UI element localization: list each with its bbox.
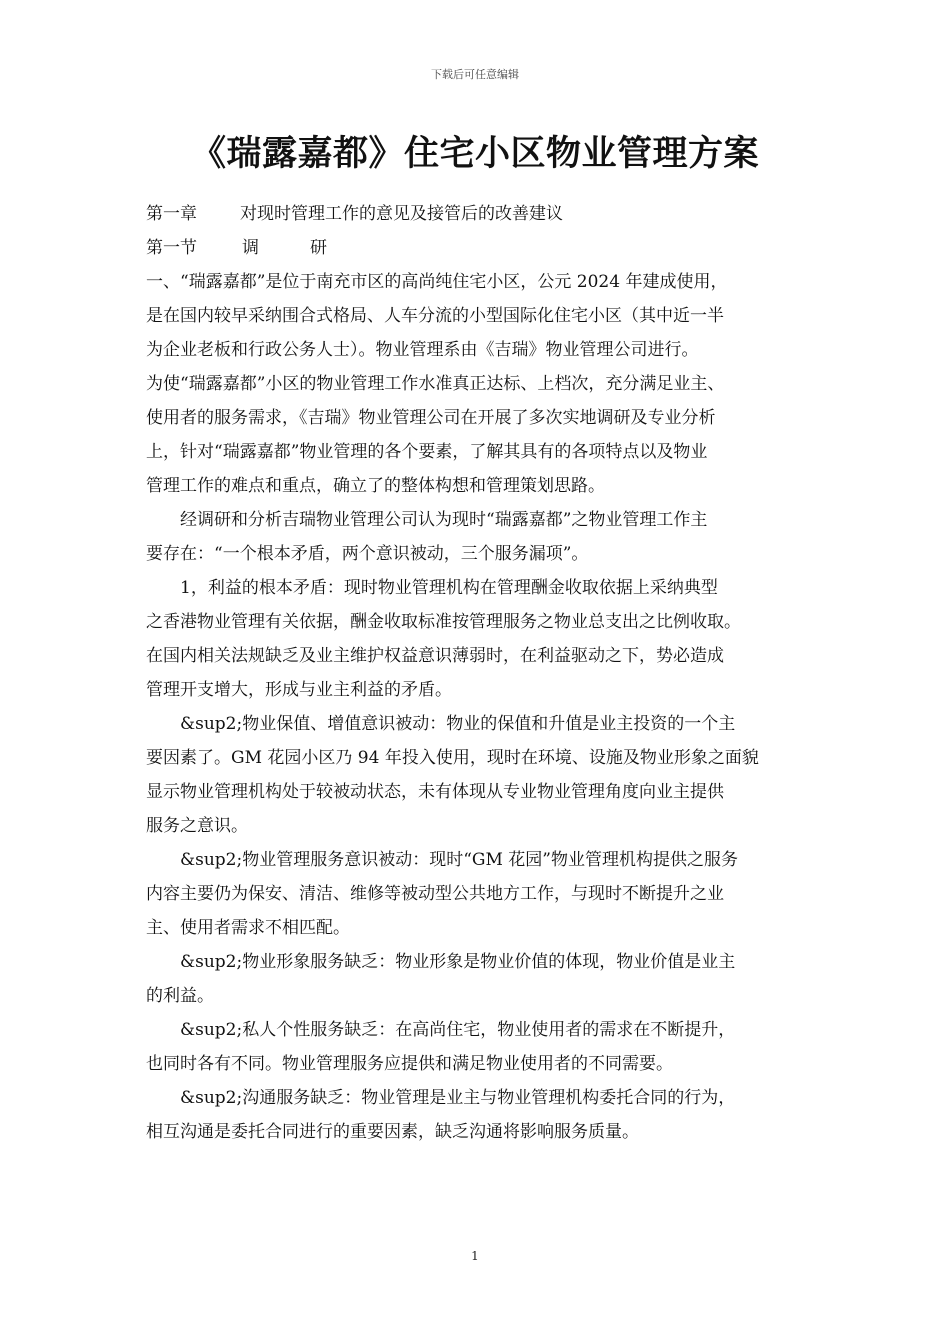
- paragraph-line: 经调研和分析吉瑞物业管理公司认为现时“瑞露嘉都”之物业管理工作主: [146, 510, 708, 530]
- paragraph: [146, 503, 826, 571]
- paragraph-line: &sup2;物业管理服务意识被动：现时“GM 花园”物业管理机构提供之服务: [146, 850, 739, 870]
- chapter-label: 第一章: [146, 204, 197, 224]
- paragraph-line: 使用者的服务需求，《吉瑞》物业管理公司在开展了多次实地调研及专业分析: [146, 408, 716, 428]
- paragraph: [146, 945, 826, 1013]
- paragraph-line: 在国内相关法规缺乏及业主维护权益意识薄弱时，在利益驱动之下，势必造成: [146, 646, 724, 666]
- paragraph-line: 管理工作的难点和重点，确立了的整体构想和管理策划思路。: [146, 476, 605, 496]
- paragraph-line: 显示物业管理机构处于较被动状态，未有体现从专业物业管理角度向业主提供: [146, 782, 724, 802]
- paragraph-line: 之香港物业管理有关依据，酬金收取标准按管理服务之物业总支出之比例收取。: [146, 612, 741, 632]
- section-heading: [146, 231, 826, 265]
- paragraph-line: 为企业老板和行政公务人士）。物业管理系由《吉瑞》物业管理公司进行。: [146, 340, 699, 360]
- paragraph-line: 内容主要仍为保安、清洁、维修等被动型公共地方工作，与现时不断提升之业: [146, 884, 724, 904]
- paragraph-line: 管理开支增大，形成与业主利益的矛盾。: [146, 680, 452, 700]
- paragraph-line: 1，利益的根本矛盾：现时物业管理机构在管理酬金收取依据上采纳典型: [146, 578, 718, 598]
- paragraph-line: 是在国内较早采纳围合式格局、人车分流的小型国际化住宅小区（其中近一半: [146, 306, 724, 326]
- paragraph-line: 的利益。: [146, 986, 214, 1006]
- header-note: 下载后可任意编辑: [431, 68, 519, 81]
- paragraph-line: 为使“瑞露嘉都”小区的物业管理工作水准真正达标、上档次，充分满足业主、: [146, 374, 725, 394]
- paragraph-line: &sup2;物业形象服务缺乏：物业形象是物业价值的体现，物业价值是业主: [146, 952, 736, 972]
- document-title: 《瑞露嘉都》住宅小区物业管理方案: [190, 134, 759, 174]
- document-body: [146, 197, 826, 1149]
- section-title-char: 研: [310, 238, 327, 258]
- section-label: 第一节: [146, 238, 197, 258]
- section-title-char: 调: [242, 238, 259, 258]
- paragraph: [146, 367, 826, 503]
- paragraph: [146, 571, 826, 707]
- paragraph-line: &sup2;物业保值、增值意识被动：物业的保值和升值是业主投资的一个主: [146, 714, 736, 734]
- paragraph: [146, 1013, 826, 1081]
- page-number: 1: [471, 1249, 479, 1263]
- paragraph-line: 一、“瑞露嘉都”是位于南充市区的高尚纯住宅小区，公元 2024 年建成使用，: [146, 272, 728, 292]
- paragraph: [146, 1081, 826, 1149]
- paragraph-line: 上，针对“瑞露嘉都”物业管理的各个要素，了解其具有的各项特点以及物业: [146, 442, 708, 462]
- paragraph-line: 相互沟通是委托合同进行的重要因素，缺乏沟通将影响服务质量。: [146, 1122, 639, 1142]
- chapter-heading: [146, 197, 826, 231]
- chapter-title: 对现时管理工作的意见及接管后的改善建议: [240, 204, 563, 224]
- paragraph-line: 也同时各有不同。物业管理服务应提供和满足物业使用者的不同需要。: [146, 1054, 673, 1074]
- paragraph-line: 主、使用者需求不相匹配。: [146, 918, 350, 938]
- paragraph: [146, 707, 826, 843]
- paragraph-line: &sup2;沟通服务缺乏：物业管理是业主与物业管理机构委托合同的行为，: [146, 1088, 736, 1108]
- paragraph: [146, 265, 826, 367]
- paragraph: [146, 843, 826, 945]
- paragraph-line: 服务之意识。: [146, 816, 248, 836]
- paragraph-line: 要因素了。GM 花园小区乃 94 年投入使用，现时在环境、设施及物业形象之面貌: [146, 748, 759, 768]
- paragraph-line: 要存在：“一个根本矛盾，两个意识被动，三个服务漏项”。: [146, 544, 589, 564]
- paragraph-line: &sup2;私人个性服务缺乏：在高尚住宅，物业使用者的需求在不断提升，: [146, 1020, 736, 1040]
